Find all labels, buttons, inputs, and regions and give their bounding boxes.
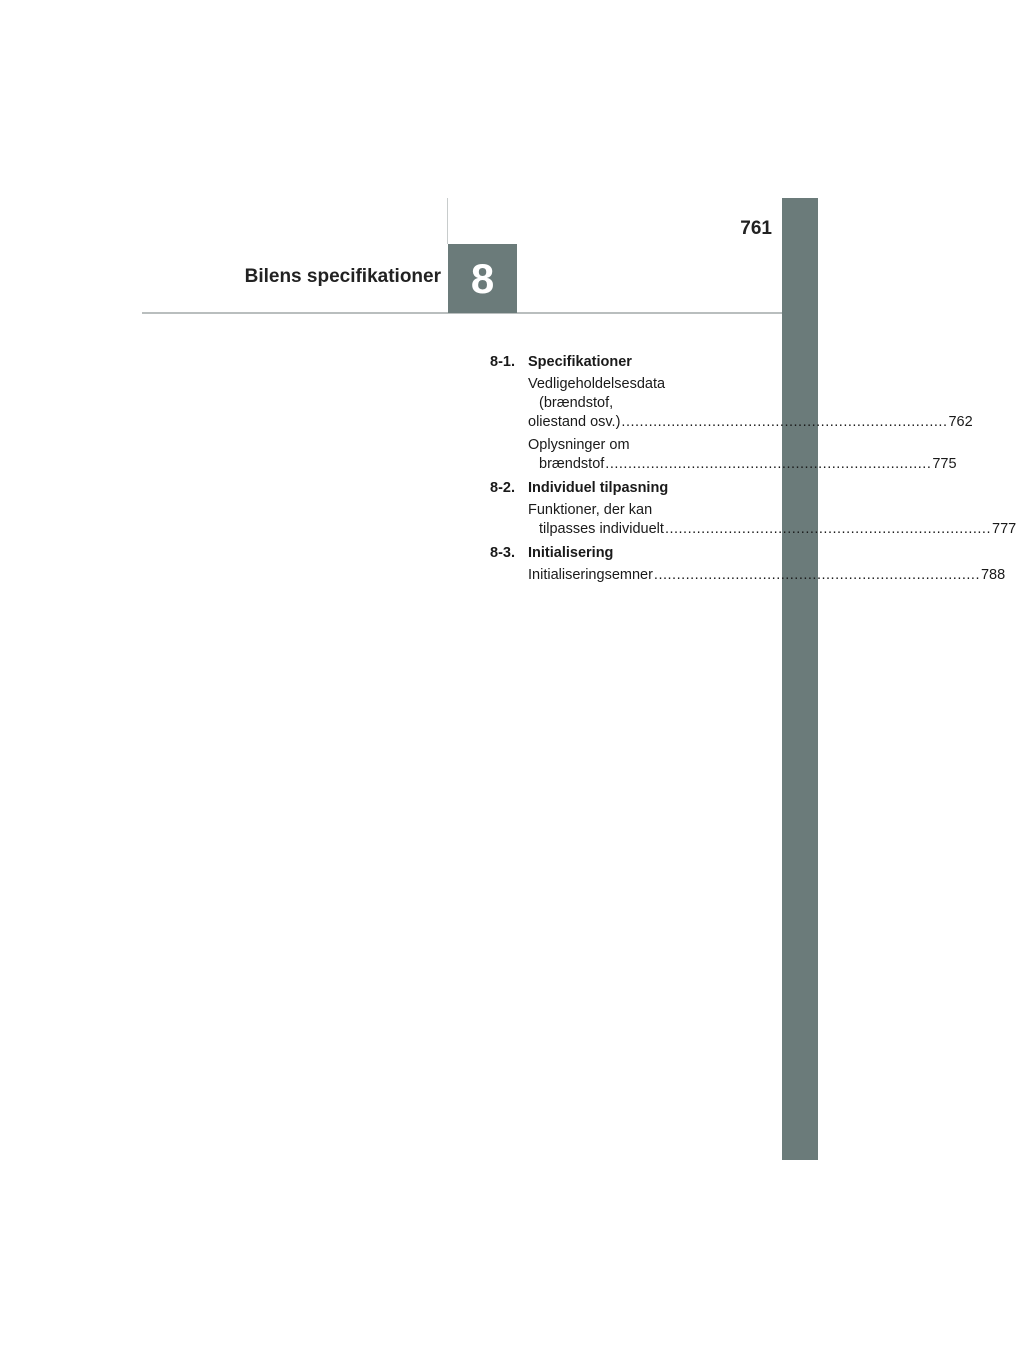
dot-leader: ........................................................................	[621, 414, 948, 430]
toc-entry-page: 775	[932, 456, 957, 472]
chapter-number-box	[448, 244, 517, 313]
toc-entry[interactable]	[528, 501, 1016, 539]
toc-entry-last-line	[528, 566, 1006, 585]
dot-leader: ........................................................................	[653, 567, 980, 583]
toc-entry[interactable]	[528, 436, 957, 474]
table-of-contents	[490, 353, 1016, 590]
chapter-side-tab	[782, 198, 818, 1160]
toc-entry-text: oliestand osv.)	[528, 414, 621, 430]
toc-section-title: Individuel tilpasning	[528, 480, 669, 496]
toc-entry-last-line	[528, 413, 973, 432]
toc-section-title: Specifikationer	[528, 354, 632, 370]
toc-entry-page: 777	[992, 521, 1016, 537]
toc-entry-text: tilpasses individuelt	[539, 521, 664, 537]
toc-section-heading[interactable]	[490, 353, 740, 372]
toc-section-number: 8-1.	[490, 354, 515, 370]
toc-entry-text: Initialiseringsemner	[528, 567, 653, 583]
toc-entry-text: brændstof	[539, 456, 605, 472]
toc-section-number: 8-3.	[490, 545, 515, 561]
toc-entry-page: 762	[948, 414, 973, 430]
toc-entry-line: Vedligeholdelsesdata	[528, 376, 666, 392]
toc-entry-line: Funktioner, der kan	[528, 502, 653, 518]
toc-section-heading[interactable]	[490, 479, 740, 498]
toc-entry[interactable]	[528, 375, 973, 432]
toc-entry-last-line	[528, 455, 957, 474]
toc-section-number: 8-2.	[490, 480, 515, 496]
page-number: 761	[740, 218, 772, 239]
dot-leader: ........................................................................	[605, 456, 932, 472]
toc-entry[interactable]	[528, 566, 1006, 585]
toc-section-title: Initialisering	[528, 545, 614, 561]
toc-entry-last-line	[528, 520, 1016, 539]
toc-section	[490, 544, 1006, 585]
toc-entry-line: (brændstof,	[539, 395, 614, 411]
toc-entry-page: 788	[980, 567, 1006, 583]
toc-entry-line: Oplysninger om	[528, 437, 630, 453]
chapter-number: 8	[470, 254, 495, 302]
dot-leader: ........................................................................	[664, 521, 991, 537]
toc-section-heading[interactable]	[490, 544, 740, 563]
header-divider-vertical	[447, 198, 448, 244]
chapter-title: Bilens specifikationer	[244, 266, 441, 287]
toc-section	[490, 353, 973, 474]
toc-section	[490, 479, 1016, 539]
